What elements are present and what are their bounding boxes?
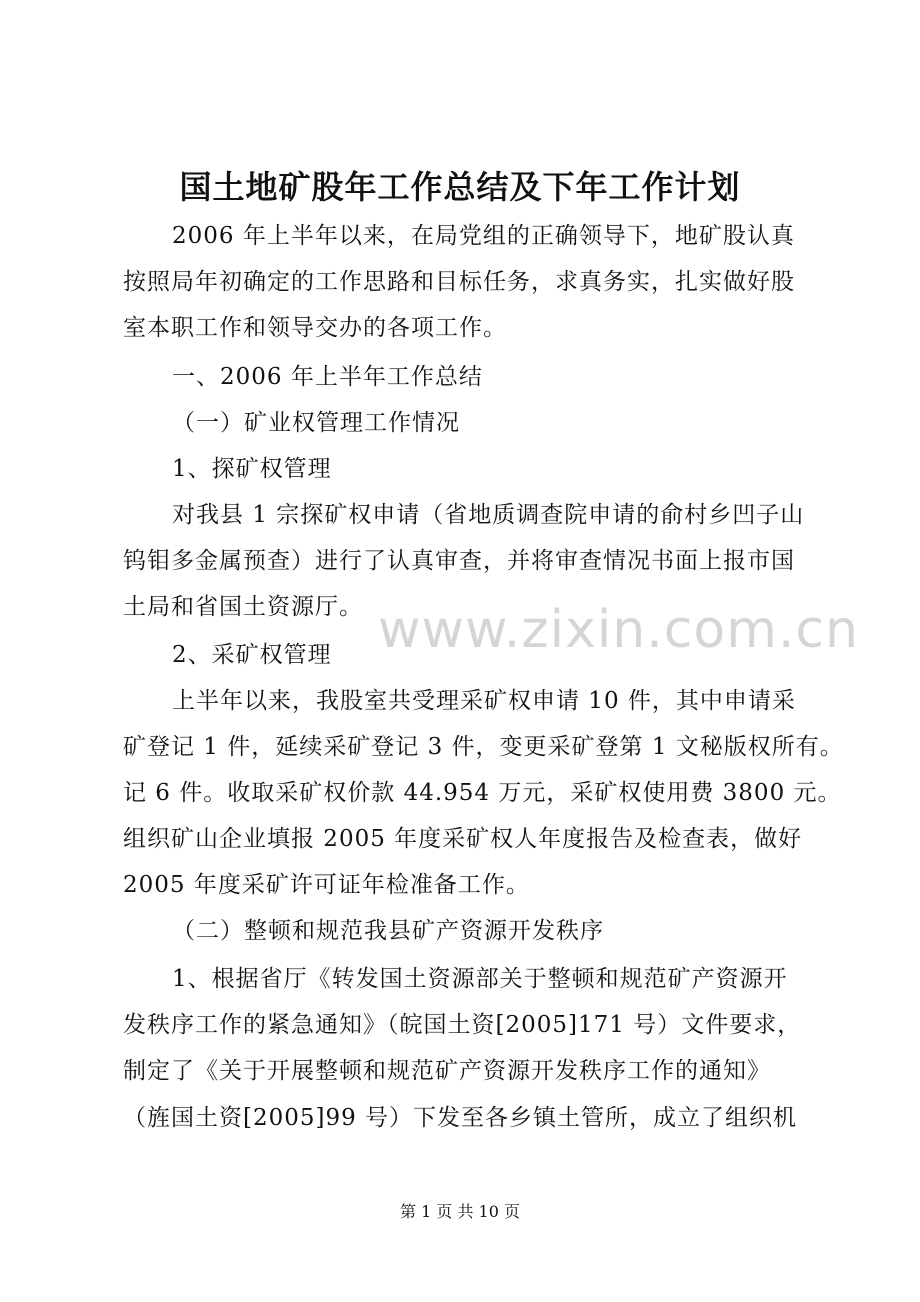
body-line-14: 制定了《关于开展整顿和规范矿产资源开发秩序工作的通知》 [123, 1058, 771, 1084]
subsection-heading-2: （二）整顿和规范我县矿产资源开发秩序 [172, 918, 604, 944]
section-heading-1: 一、2006 年上半年工作总结 [172, 364, 483, 390]
body-line-7: 上半年以来，我股室共受理采矿权申请 10 件，其中申请采 [172, 688, 796, 714]
body-line-5: 钨钼多金属预查）进行了认真审查，并将审查情况书面上报市国 [123, 548, 795, 574]
body-line-2: 按照局年初确定的工作思路和目标任务，求真务实，扎实做好股 [123, 269, 795, 295]
body-line-8: 矿登记 1 件，延续采矿登记 3 件，变更采矿登第 1 文秘版权所有。 [123, 734, 844, 760]
body-line-15: （旌国土资[2005]99 号）下发至各乡镇土管所，成立了组织机 [123, 1105, 798, 1131]
body-line-4: 对我县 1 宗探矿权申请（省地质调查院申请的俞村乡凹子山 [172, 502, 805, 528]
body-line-1: 2006 年上半年以来，在局党组的正确领导下，地矿股认真 [172, 223, 795, 249]
item-heading-1: 1、探矿权管理 [172, 456, 332, 482]
subsection-heading-1: （一）矿业权管理工作情况 [172, 410, 460, 436]
item-heading-2: 2、采矿权管理 [172, 642, 332, 668]
body-line-12: 1、根据省厅《转发国土资源部关于整顿和规范矿产资源开 [172, 966, 788, 992]
watermark: www.zixin.com.cn [378, 600, 859, 660]
body-line-11: 2005 年度采矿许可证年检准备工作。 [123, 872, 530, 898]
document-title: 国土地矿股年工作总结及下年工作计划 [179, 168, 741, 206]
body-line-6: 土局和省国土资源厅。 [123, 594, 363, 620]
body-line-9: 记 6 件。收取采矿权价款 44.954 万元，采矿权使用费 3800 元。 [123, 780, 842, 806]
page-footer: 第 1 页 共 10 页 [400, 1202, 520, 1221]
body-line-13: 发秩序工作的紧急通知》（皖国土资[2005]171 号）文件要求， [123, 1012, 802, 1038]
body-line-10: 组织矿山企业填报 2005 年度采矿权人年度报告及检查表，做好 [123, 826, 803, 852]
body-line-3: 室本职工作和领导交办的各项工作。 [123, 315, 507, 341]
